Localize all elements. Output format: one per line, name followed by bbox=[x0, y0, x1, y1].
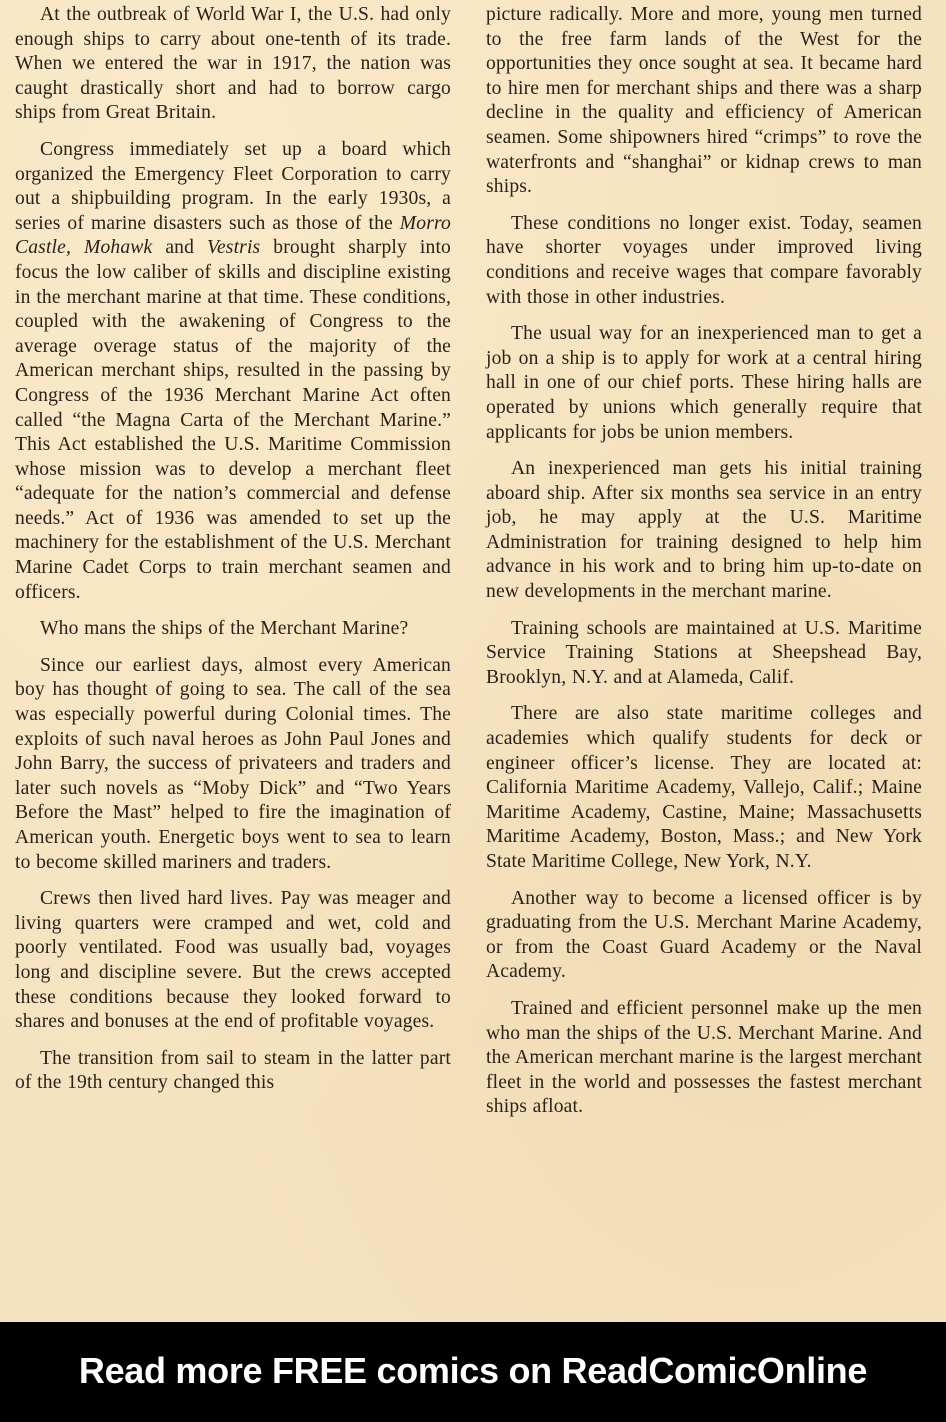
paragraph-initial-training: An inexperienced man gets his initial training aboard ship. After six months sea service in an entry job, he may apply at the U.S. Maritime Administration for training designed to help him advance in his work and to bring him up-to-date on new developments in the merchant marine. bbox=[486, 458, 922, 603]
ship-name-vestris: Vestris bbox=[207, 237, 261, 259]
paragraph-continued-radically: picture radically. More and more, young men turned to the free farm lands of the West for the opportunities they once sought at sea. It became hard to hire men for merchant ships and there was a sharp decline in the quality and efficiency of American seamen. Some shipowners hired “crimps” to rove the waterfronts and “shanghai” or kidnap crews to man ships. bbox=[486, 4, 922, 198]
paragraph-question-heading: Who mans the ships of the Merchant Marine? bbox=[40, 618, 409, 640]
paragraph-earliest-days: Since our earliest days, almost every American boy has thought of going to sea. The call of the sea was especially powerful during Colonial times. The exploits of such naval heroes as John Paul Jones and John Barry, the success of privateers and traders and later such novels as “Moby Dick” and “Two Years Before the Mast” helped to fire the imagination of American youth. Energetic boys went to sea to learn to become skilled mariners and traders. bbox=[15, 654, 451, 873]
paragraph-state-academies: There are also state maritime colleges and academies which qualify students for deck or engineer officer’s license. They are located at: California Maritime Academy, Vallejo, Calif.; Maine Maritime Academy, Castine, Maine; Massachusetts Maritime Academy, Boston, Mass.; and New York State Maritime College, New York, N.Y. bbox=[486, 703, 922, 872]
left-text-column bbox=[15, 3, 451, 1096]
paragraph-conditions-today: These conditions no longer exist. Today, seamen have shorter voyages under improved living conditions and receive wages that compare favorably with those in other industries. bbox=[486, 212, 922, 308]
paragraph-text: Congress immediately set up a board which organized the Emergency Fleet Corporation to carry out a shipbuilding program. In the early 1930s, a series of marine disasters such as those of the bbox=[15, 138, 451, 234]
right-text-column bbox=[486, 3, 922, 1120]
paragraph-largest-fleet: Trained and efficient personnel make up the men who man the ships of the U.S. Merchant Marine. And the American merchant marine is the largest merchant fleet in the world and possesses the fastest merchant ships afloat. bbox=[486, 997, 922, 1118]
paragraph-licensed-officer: Another way to become a licensed officer is by graduating from the U.S. Merchant Marine Academy, or from the Coast Guard Academy or the Naval Academy. bbox=[486, 887, 922, 983]
paragraph-hiring-hall: The usual way for an inexperienced man to get a job on a ship is to apply for work at a central hiring hall in one of our chief ports. These hiring halls are operated by unions which generally require that applicants for jobs be union members. bbox=[486, 323, 922, 443]
paragraph-hard-lives: Crews then lived hard lives. Pay was meager and living quarters were cramped and wet, cold and poorly ventilated. Food was usually bad, voyages long and discipline severe. But the crews accepted these conditions because they looked forward to shares and bonuses at the end of profitable voyages. bbox=[15, 888, 451, 1033]
paragraph-text: and bbox=[152, 237, 208, 259]
paragraph-sail-to-steam: The transition from sail to steam in the latter part of the 19th century changed this bbox=[15, 1047, 451, 1094]
ship-name-mohawk: Mohawk bbox=[83, 237, 153, 259]
paragraph-text: brought sharply into focus the low caliber of skills and discipline existing in the merchant marine at that time. These conditions, coupled with the awakening of Congress to the average overage status of the majority of the American merchant ships, resulted in the passing by Congress of the 1936 Merchant Marine Act often called “the Magna Carta of the Merchant Marine.” This Act established the U.S. Maritime Commission whose mission was to develop a merchant fleet “adequate for the nation’s commercial and defense needs.” Act of 1936 was amended to set up the machinery for the establishment of the U.S. Merchant Marine Cadet Corps to train merchant seamen and officers. bbox=[15, 237, 451, 603]
paragraph-congress-board bbox=[15, 138, 451, 605]
promo-banner bbox=[0, 1322, 946, 1422]
paragraph-wwi-shortage: At the outbreak of World War I, the U.S. had only enough ships to carry about one-tenth of its trade. When we entered the war in 1917, the nation was caught drastically short and had to borrow cargo ships from Great Britain. bbox=[15, 4, 451, 124]
ship-name-morro-castle: Morro Castle, bbox=[15, 212, 451, 259]
promo-banner-link[interactable]: Read more FREE comics on ReadComicOnline bbox=[78, 1350, 868, 1391]
paragraph-training-schools: Training schools are maintained at U.S. Maritime Service Training Stations at Sheepshead Bay, Brooklyn, N.Y. and at Alameda, Calif. bbox=[486, 617, 922, 688]
